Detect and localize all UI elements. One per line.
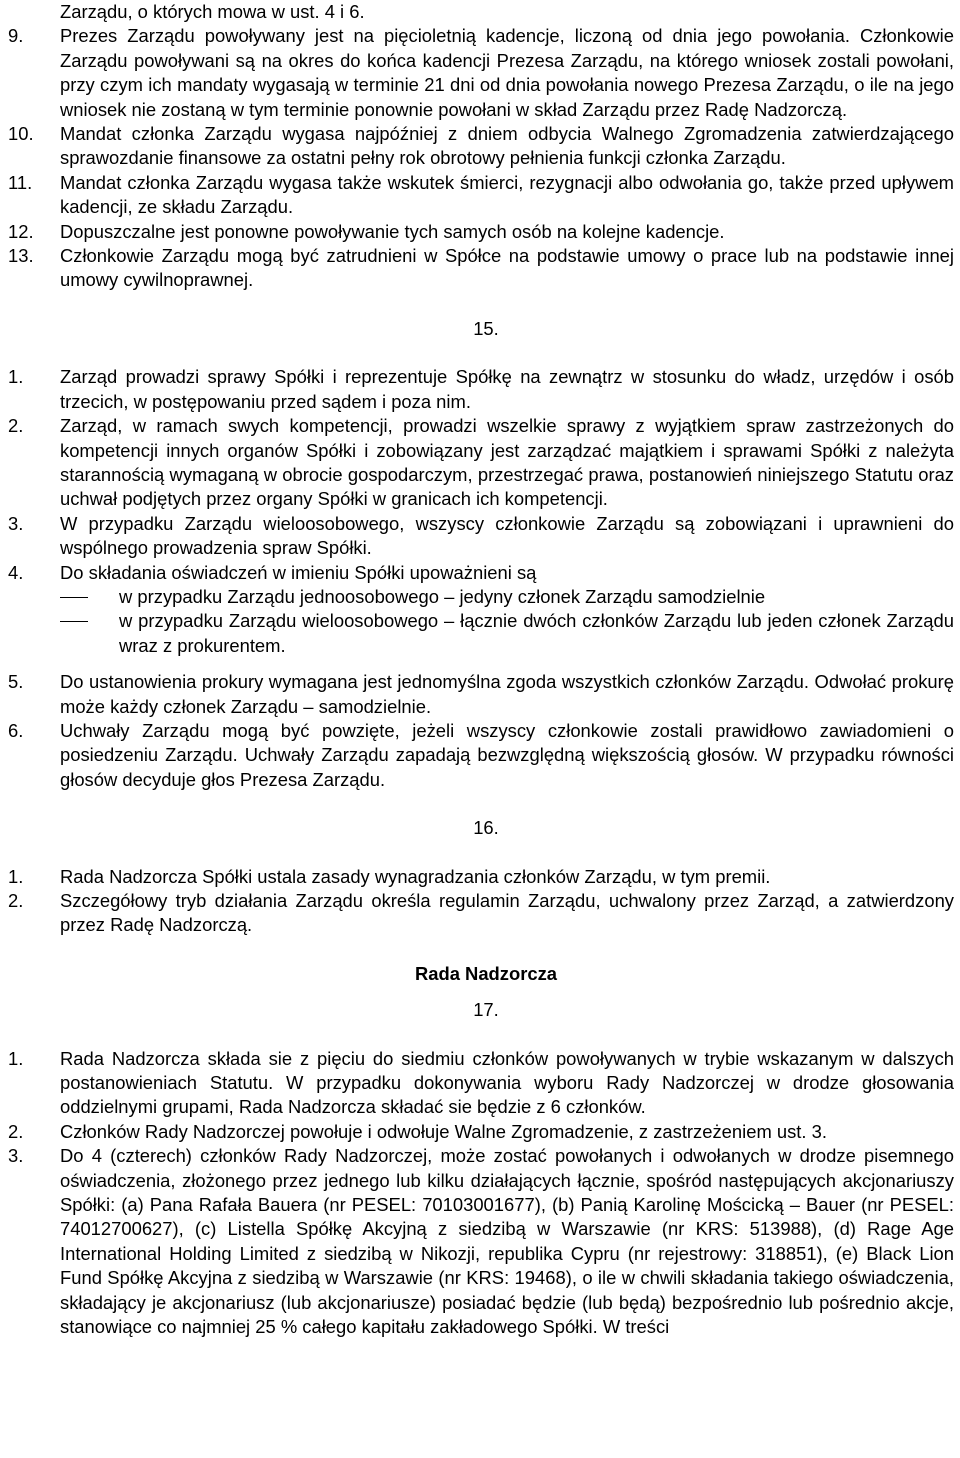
list-item-17-3 — [0, 1144, 960, 1339]
item-text: Do składania oświadczeń w imieniu Spółki upoważnieni są — [60, 561, 537, 583]
item-text: Uchwały Zarządu mogą być powzięte, jeżeli wszyscy członkowie zostali prawidłowo zawiadomieni o posiedzeniu Zarządu. Uchwały Zarządu zapadają bezwzględną większością głosów. W przypadku równości głosów decyduje głos Prezesa Zarządu. — [60, 719, 954, 790]
section-heading-15: 15. — [473, 317, 499, 339]
dash-marker — [60, 597, 88, 598]
item-number: 4. — [8, 561, 24, 583]
list-item-15-4 — [0, 561, 960, 585]
section-heading-17: 17. — [473, 999, 499, 1021]
list-item-16-2 — [0, 889, 960, 938]
list-item-15-2 — [0, 414, 960, 512]
dash-item-1 — [0, 585, 960, 609]
item-number: 1. — [8, 1047, 24, 1069]
list-item-16-1 — [0, 865, 960, 889]
list-item-10 — [0, 122, 960, 171]
list-item-15-3 — [0, 512, 960, 561]
item-text: Do ustanowienia prokury wymagana jest jednomyślna zgoda wszystkich członków Zarządu. Odwołać prokurę może każdy członek Zarządu – samodzielnie. — [60, 671, 954, 717]
item-text: W przypadku Zarządu wieloosobowego, wszyscy członkowie Zarządu są zobowiązani i uprawnieni do wspólnego prowadzenia spraw Spółki. — [60, 512, 954, 559]
item-text: Zarząd, w ramach swych kompetencji, prowadzi wszelkie sprawy z wyjątkiem spraw zastrzeżonych do kompetencji innych organów Spółki i zobowiązany jest zarządzać majątkiem i sprawami Spółki z należyta starannością wymaganą w obrocie gospodarczym, przestrzegać prawa, postanowień niniejszego Statutu oraz uchwał podjętych przez organy Spółki w granicach ich kompetencji. — [60, 415, 954, 510]
item-number: 10. — [8, 123, 34, 145]
list-item-17-2 — [0, 1120, 960, 1144]
item-text: Rada Nadzorcza Spółki ustala zasady wynagradzania członków Zarządu, w tym premii. — [60, 865, 771, 887]
item-text: Członkowie Zarządu mogą być zatrudnieni w Spółce na podstawie umowy o prace lub na podstawie innej umowy cywilnoprawnej. — [60, 245, 954, 291]
item-text: Członków Rady Nadzorczej powołuje i odwołuje Walne Zgromadzenie, z zastrzeżeniem ust. 3. — [60, 1120, 827, 1142]
item-number: 2. — [8, 415, 24, 437]
paragraph-fragment: Zarządu, o których mowa w ust. 4 i 6. — [60, 1, 365, 22]
list-item-11 — [0, 171, 960, 220]
item-number: 9. — [8, 25, 24, 47]
section-heading-16: 16. — [473, 817, 499, 839]
list-item-12 — [0, 220, 960, 244]
item-text: Mandat członka Zarządu wygasa także wskutek śmierci, rezygnacji albo odwołania go, także przed upływem kadencji, ze składu Zarządu. — [60, 171, 954, 218]
dash-marker — [60, 621, 88, 622]
list-item-17-1 — [0, 1047, 960, 1120]
list-item-13 — [0, 244, 960, 293]
list-item-15-1 — [0, 365, 960, 414]
item-number: 5. — [8, 671, 24, 693]
dash-text: w przypadku Zarządu wieloosobowego – łącznie dwóch członków Zarządu lub jeden członek Zarządu wraz z prokurentem. — [119, 610, 954, 656]
item-number: 3. — [8, 512, 24, 534]
item-number: 12. — [8, 220, 34, 242]
item-text: Prezes Zarządu powoływany jest na pięcioletnią kadencje, liczoną od dnia jego powołania. Członkowie Zarządu powoływani są na okres do końca kadencji Prezesa Zarządu, na którego wniosek zostali powołani, przy czym ich mandaty wygasają w terminie 21 dni od dnia powołania nowego Prezesa Zarządu, o ile na jego wniosek nie zostaną w tym terminie ponownie powołani w skład Zarządu przez Radę Nadzorczą. — [60, 25, 954, 120]
item-number: 2. — [8, 890, 24, 911]
item-text: Szczegółowy tryb działania Zarządu określa regulamin Zarządu, uchwalony przez Zarząd, a zatwierdzony przez Radę Nadzorczą. — [60, 890, 954, 936]
item-number: 1. — [8, 865, 24, 887]
item-text: Dopuszczalne jest ponowne powoływanie tych samych osób na kolejne kadencje. — [60, 220, 725, 242]
item-number: 3. — [8, 1145, 24, 1167]
list-item-9 — [0, 24, 960, 122]
item-text: Do 4 (czterech) członków Rady Nadzorczej, może zostać powołanych i odwołanych w drodze pisemnego oświadczenia, złożonego przez jednego lub kilku działających łącznie, spośród następujących akcjonariuszy Spółki: (a) Pana Rafała Bauera (nr PESEL: 70103001677), (b) Panią Karolinę Mościcką – Bauer (nr PESEL: 74012700627), (c) Listella Spółkę Akcyjną z siedzibą w Warszawie (nr KRS: 513988), (d) Rage Age International Holding Limited z siedzibą w Nikozji, republika Cypru (nr rejestrowy: 318851), (e) Black Lion Fund Spółkę Akcyjna z siedzibą w Warszawie (nr KRS: 19468), o ile w chwili składania takiego oświadczenia, składający je akcjonariusz (lub akcjonariusze) posiadać będzie (lub będą) bezpośrednio lub pośrednio akcje, stanowiące co najmniej 25 % całego kapitału zakładowego Spółki. W treści — [60, 1145, 954, 1338]
item-number: 6. — [8, 719, 24, 741]
list-item-15-6 — [0, 719, 960, 792]
item-number: 11. — [8, 171, 33, 193]
item-text: Zarząd prowadzi sprawy Spółki i reprezentuje Spółkę na zewnątrz w stosunku do władz, urzędów i osób trzecich, w postępowaniu przed sądem i poza nim. — [60, 366, 954, 412]
item-text: Rada Nadzorcza składa sie z pięciu do siedmiu członków powoływanych w trybie wskazanym w dalszych postanowieniach Statutu. W przypadku dokonywania wyboru Rady Nadzorczej w drodze głosowania oddzielnymi grupami, Rada Nadzorcza składać sie będzie z 6 członków. — [60, 1047, 954, 1118]
dash-text: w przypadku Zarządu jednoosobowego – jedyny członek Zarządu samodzielnie — [119, 585, 766, 607]
item-number: 13. — [8, 245, 34, 267]
dash-item-2 — [0, 609, 960, 658]
chapter-title: Rada Nadzorcza — [414, 962, 558, 984]
list-item-15-5 — [0, 670, 960, 719]
item-number: 1. — [8, 366, 24, 388]
item-number: 2. — [8, 1120, 24, 1142]
item-text: Mandat członka Zarządu wygasa najpóźniej z dniem odbycia Walnego Zgromadzenia zatwierdzającego sprawozdanie finansowe za ostatni pełny rok obrotowy pełnienia funkcji członka Zarządu. — [60, 123, 954, 169]
